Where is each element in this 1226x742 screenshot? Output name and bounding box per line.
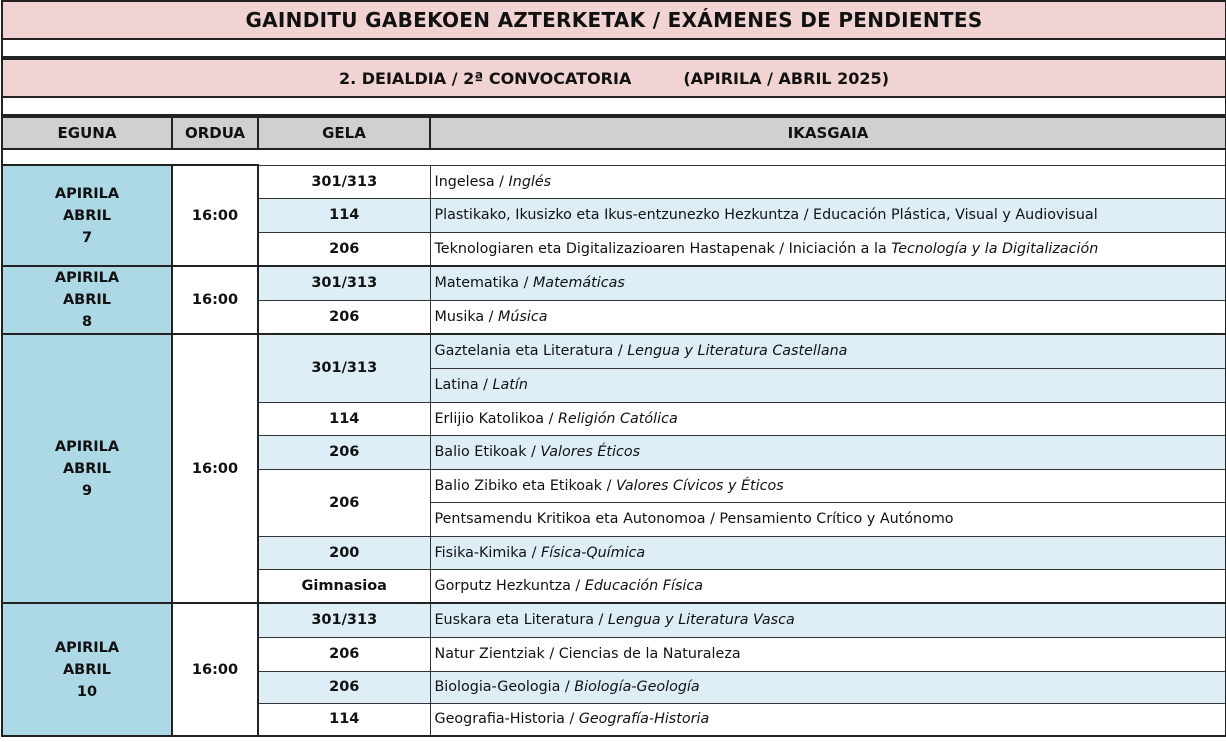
- subject-basque-name: Musika /: [434, 308, 499, 325]
- hour-cell: 16:00: [172, 334, 258, 603]
- convocation-banner: [1, 58, 1226, 98]
- spacer-row: [2, 149, 1226, 165]
- room-cell: 206: [258, 232, 430, 266]
- subject-cell: [430, 637, 1226, 671]
- schedule-document: [1, 0, 1225, 740]
- subject-spanish-name: Matemáticas: [532, 275, 625, 292]
- day-label-line2: ABRIL: [62, 292, 112, 308]
- room-cell: 206: [258, 435, 430, 469]
- subject-basque-name: Balio Zibiko eta Etikoak /: [434, 477, 616, 494]
- subject-basque-name: Pentsamendu Kritikoa eta Autonomoa / Pensamiento Crítico y Autónomo: [434, 511, 954, 527]
- subject-basque-name: Fisika-Kimika /: [434, 544, 541, 561]
- subject-basque-name: Erlijio Katolikoa /: [434, 410, 558, 427]
- day-label-line1: APIRILA: [54, 438, 120, 455]
- room-cell: 206: [258, 637, 430, 671]
- room-cell: 301/313: [258, 334, 430, 402]
- room-cell: 206: [258, 300, 430, 334]
- exam-schedule-table: [1, 116, 1226, 737]
- column-header-hour: ORDUA: [172, 117, 258, 149]
- day-label-num: 7: [81, 229, 93, 246]
- subject-spanish-name: Lengua y Literatura Castellana: [627, 343, 848, 360]
- subject-spanish-name: Música: [498, 308, 548, 325]
- room-cell: 206: [258, 671, 430, 703]
- table-row: [2, 603, 1226, 637]
- subject-cell: [430, 469, 1226, 502]
- day-label-line2: ABRIL: [62, 207, 112, 224]
- day-label-line2: ABRIL: [62, 661, 112, 678]
- table-header-row: [2, 117, 1226, 149]
- room-cell: 301/313: [258, 165, 430, 198]
- subject-spanish-name: Latín: [492, 377, 528, 393]
- column-header-day: EGUNA: [2, 117, 172, 149]
- subject-cell: [430, 198, 1226, 232]
- day-cell: [2, 603, 172, 736]
- table-row: [2, 334, 1226, 368]
- subject-cell: [430, 536, 1226, 569]
- subject-basque-name: Gorputz Hezkuntza /: [434, 577, 585, 594]
- day-label-line1: APIRILA: [54, 185, 120, 202]
- subject-spanish-name: Biología-Geología: [574, 679, 700, 695]
- page-title: GAINDITU GABEKOEN AZTERKETAK / EXÁMENES DE PENDIENTES: [1, 0, 1226, 40]
- subject-basque-name: Euskara eta Literatura /: [434, 612, 608, 629]
- day-label-num: 9: [81, 482, 93, 499]
- subject-basque-name: Gaztelania eta Literatura /: [434, 343, 628, 360]
- spacer-row: [1, 98, 1226, 116]
- subject-basque-name: Matematika /: [434, 275, 533, 292]
- subject-cell: [430, 368, 1226, 402]
- subject-spanish-name: Geografía-Historia: [578, 711, 710, 728]
- column-header-subject: IKASGAIA: [430, 117, 1226, 149]
- subject-basque-name: Latina /: [434, 377, 493, 393]
- table-row: [2, 165, 1226, 198]
- subject-basque-name: Geografia-Historia /: [434, 711, 579, 728]
- hour-cell: 16:00: [172, 603, 258, 736]
- subject-cell: [430, 266, 1226, 300]
- room-cell: 114: [258, 198, 430, 232]
- day-label-num: 8: [81, 314, 93, 330]
- subject-cell: [430, 435, 1226, 469]
- subject-basque-name: Balio Etikoak /: [434, 444, 541, 460]
- subject-spanish-name: Educación Física: [584, 577, 704, 594]
- subject-basque-name: Biologia-Geologia /: [434, 679, 575, 695]
- spacer-row: [1, 40, 1226, 58]
- period-label: (APIRILA / ABRIL 2025): [683, 68, 889, 88]
- subject-cell: [430, 232, 1226, 266]
- room-cell: 206: [258, 469, 430, 536]
- day-cell: [2, 334, 172, 603]
- subject-spanish-name: Religión Católica: [557, 410, 678, 427]
- hour-cell: 16:00: [172, 266, 258, 334]
- room-cell: 200: [258, 536, 430, 569]
- room-cell: 114: [258, 402, 430, 435]
- subject-spanish-name: Valores Cívicos y Éticos: [615, 477, 784, 494]
- subject-basque-name: Teknologiaren eta Digitalizazioaren Hastapenak / Iniciación a la: [434, 240, 892, 257]
- schedule-body: [2, 149, 1226, 736]
- subject-cell: [430, 165, 1226, 198]
- day-label-line1: APIRILA: [54, 639, 120, 656]
- day-label-num: 10: [76, 683, 98, 700]
- subject-cell: [430, 569, 1226, 603]
- room-cell: Gimnasioa: [258, 569, 430, 603]
- subject-cell: [430, 334, 1226, 368]
- column-header-room: GELA: [258, 117, 430, 149]
- room-cell: 301/313: [258, 266, 430, 300]
- subject-cell: [430, 402, 1226, 435]
- subject-cell: [430, 300, 1226, 334]
- room-cell: 114: [258, 703, 430, 736]
- convocation-label: 2. DEIALDIA / 2ª CONVOCATORIA: [338, 68, 632, 88]
- subject-basque-name: Ingelesa /: [434, 173, 509, 190]
- room-cell: 301/313: [258, 603, 430, 637]
- subject-cell: [430, 603, 1226, 637]
- subject-cell: [430, 671, 1226, 703]
- subject-basque-name: Plastikako, Ikusizko eta Ikus-entzunezko Hezkuntza / Educación Plástica, Visual y Audiovisual: [434, 207, 1098, 223]
- subject-cell: [430, 502, 1226, 536]
- subject-cell: [430, 703, 1226, 736]
- day-label-line2: ABRIL: [62, 460, 112, 477]
- subject-spanish-name: Física-Química: [540, 544, 646, 561]
- day-cell: [2, 266, 172, 334]
- subject-spanish-name: Valores Éticos: [540, 444, 641, 460]
- day-cell: [2, 165, 172, 266]
- hour-cell: 16:00: [172, 165, 258, 266]
- subject-spanish-name: Tecnología y la Digitalización: [891, 240, 1099, 257]
- subject-basque-name: Natur Zientziak / Ciencias de la Naturaleza: [434, 646, 741, 662]
- subject-spanish-name: Inglés: [508, 173, 552, 190]
- table-row: [2, 266, 1226, 300]
- day-label-line1: APIRILA: [54, 270, 120, 286]
- subject-spanish-name: Lengua y Literatura Vasca: [607, 612, 795, 629]
